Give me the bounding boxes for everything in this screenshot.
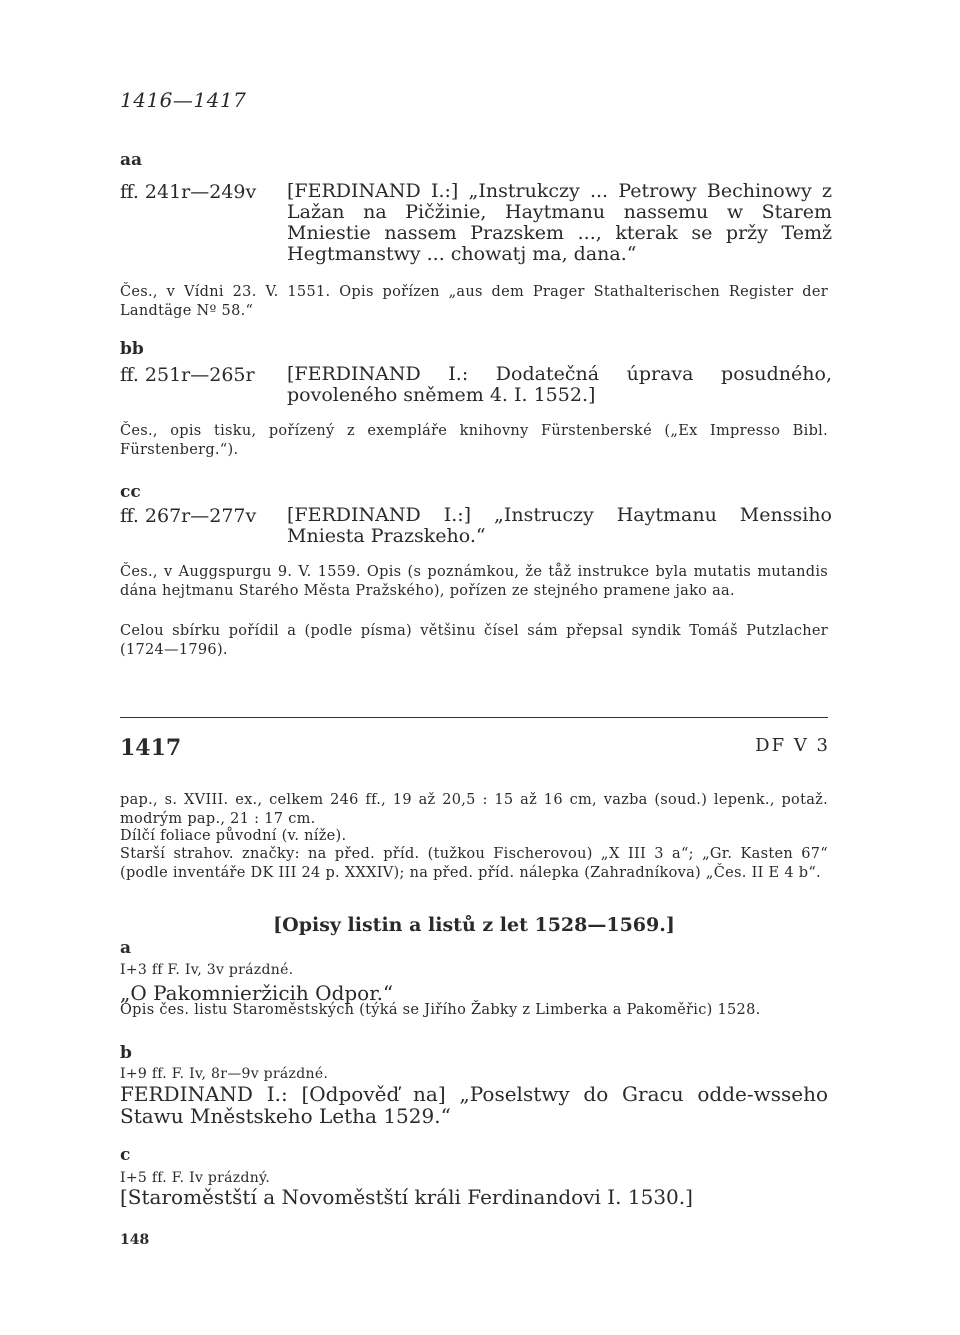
- item-note: Opis čes. listu Staroměstských (týká se Jiřího Žabky z Limberka a Pakoměřic) 1528.: [120, 1002, 761, 1018]
- entry-note: Čes., v Auggspurgu 9. V. 1559. Opis (s poznámkou, že tåž instrukce byla mutatis mutandis dána hejtmanu Starého Města Pražského), pořízen ze stejného pramene jako aa.: [120, 564, 828, 599]
- entry-note: Čes., v Vídni 23. V. 1551. Opis pořízen „aus dem Prager Stathalterischen Register der Landtäge Nº 58.“: [120, 284, 828, 319]
- item-folios: I+9 ff. F. Iv, 8r—9v prázdné.: [120, 1066, 329, 1082]
- item-siglum: b: [120, 1043, 132, 1063]
- closing-note: Celou sbírku pořídil a (podle písma) většinu čísel sám přepsal syndik Tomáš Putzlacher (1724—1796).: [120, 623, 828, 658]
- section-divider: [120, 717, 828, 718]
- foliation-note: Dílčí foliace původní (v. níže).: [120, 828, 347, 844]
- entry-folios: ff. 251r—265r: [120, 364, 255, 386]
- shelfmark: DF V 3: [755, 735, 830, 756]
- item-folios: I+5 ff. F. Iv prázdný.: [120, 1170, 271, 1186]
- item-siglum: c: [120, 1145, 131, 1165]
- section-heading: [Opisy listin a listů z let 1528—1569.]: [273, 914, 675, 936]
- entry-note: Čes., opis tisku, pořízený z exempláře knihovny Fürstenberské („Ex Impresso Bibl. Fürstenberg.“).: [120, 423, 828, 458]
- entry-folios: ff. 241r—249v: [120, 181, 257, 203]
- entry-title: [FERDINAND I.:] „Instrukczy ... Petrowy Bechinowy z Lažan na Pičžinie, Haytmanu nassemu w Starem Mniestie nassem Prazskem ..., kterak se pržy Temž Hegtmanstwy ... chowatj ma, dana.“: [287, 180, 832, 265]
- page-number: 148: [120, 1232, 150, 1248]
- entry-siglum: aa: [120, 150, 143, 170]
- shelfmark-history: Starší strahov. značky: na před. příd. (tužkou Fischerovou) „X III 3 a“; „Gr. Kasten 67“ (podle inventáře DK III 24 p. XXXIV); na před. příd. nálepka (Zahradníkova) „Čes. II E 4 b“.: [120, 846, 828, 881]
- running-head: 1416—1417: [120, 88, 247, 112]
- item-folios: I+3 ff F. Iv, 3v prázdné.: [120, 962, 294, 978]
- entry-title: [FERDINAND I.:] „Instruczy Haytmanu Menssiho Mniesta Prazskeho.“: [287, 504, 832, 547]
- entry-number: 1417: [120, 735, 182, 761]
- entry-siglum: cc: [120, 482, 141, 502]
- item-siglum: a: [120, 938, 132, 958]
- item-title: FERDINAND I.: [Odpověď na] „Poselstwy do Gracu odde-wsseho Stawu Mněstskeho Letha 1529.“: [120, 1082, 828, 1128]
- entry-title: [FERDINAND I.: Dodatečná úprava posudného, povoleného sněmem 4. I. 1552.]: [287, 363, 832, 406]
- entry-folios: ff. 267r—277v: [120, 505, 257, 527]
- entry-siglum: bb: [120, 339, 144, 359]
- item-title: [Staroměstští a Novoměstští králi Ferdinandovi I. 1530.]: [120, 1185, 693, 1209]
- item-title: „O Pakomnieržicih Odpor.“: [120, 981, 394, 1005]
- physical-description: pap., s. XVIII. ex., celkem 246 ff., 19 až 20,5 : 15 až 16 cm, vazba (soud.) lepenk., potaž. modrým pap., 21 : 17 cm.: [120, 792, 828, 827]
